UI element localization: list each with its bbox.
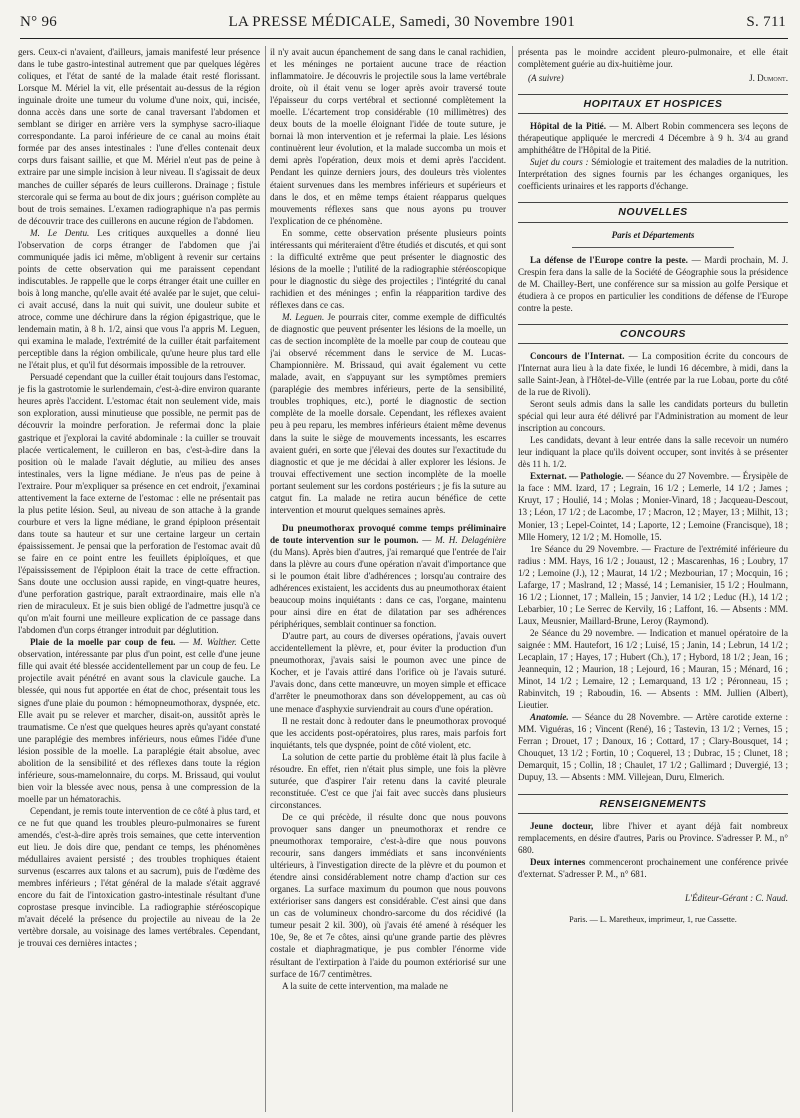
page-header: [20, 14, 786, 34]
speaker: M. Le Dentu.: [30, 227, 90, 238]
paragraph: il n'y avait aucun épanchement de sang dans le canal rachidien, et les méninges ne portaient aucune trace de réaction inflammatoire. Je découvris le projectile sous la lame vertébrale droite, où il était venu se loger après avoir traversé toute l'épaisseur du corps vertébral et sectionné complètement la moelle. L'écartement trop considérable (10 millimètres) des deux bouts de la moelle éloignant l'idée de toute suture, je bornai là mon intervention et je refermai la plaie. Les lésions continuèrent leur évolution, et la malade succomba un mois et demi après l'opération, deux mois et demi après l'accident. Pendant les quinze derniers jours, des douleurs très violentes étaient survenues dans les membres inférieurs et supérieurs et dans le dos, et en même temps étaient réapparus quelques mouvements réflexes sans que nous ayons pu trouver l'explication de ce phénomène.: [270, 47, 506, 226]
paragraph: La solution de cette partie du problème était là plus facile à résoudre. En effet, rien n'était plus simple, une fois la plèvre suturée, que d'aspirer l'air retenu dans la cavité pleurale reconstituée. C'est ce que j'ai fait avec succès dans plusieurs circonstances.: [270, 751, 506, 810]
paragraph: Externat. — Pathologie. — Séance du 27 Novembre. — Érysipèle de la face : MM. Izard, 17 ; Legrain, 16 1/2 ; Lemerle, 14 1/2 ; James ; Kruyt, 17 ; Houlié, 14 ; Molas ; Monier-Vinard, 18 ; Jacqueau-Descout, 13 ; Léon, 17 1/2 ; de Lacombe, 17 ; Macron, 12 ; Mayer, 13 ; Milhit, 13 ; Monier, 13 ; Lepel-Cointet, 14 ; Laporte, 12 ; Lemoine (Francisque), 18 ; Mlle Homery, 12 1/2 ; M. Homolle, 15.: [518, 471, 788, 542]
divider: [572, 247, 734, 248]
paragraph: Jeune docteur, libre l'hiver et ayant déjà fait nombreux remplacements, en désire d'autres, Paris ou Province. S'adresser P. M., n° 680.: [518, 820, 788, 855]
paragraph: En somme, cette observation présente plusieurs points intéressants qui mériteraient d'être étudiés et discutés, et qui sont : la difficulté extrême que peut présenter le diagnostic des lésions de la moelle ; l'utilité de la radiographie stéréoscopique pour le diagnostic du siège des projectiles ; l'intégrité du canal rachidien et des méninges ; enfin la réapparition tardive des réflexes dans ce cas.: [270, 227, 506, 310]
item-heading: Externat. — Pathologie.: [530, 471, 624, 482]
item-heading: Anatomie.: [530, 712, 569, 723]
column-right: [518, 46, 788, 1114]
item-heading: Hôpital de la Pitié.: [530, 121, 606, 132]
author-signature: J. Dumont.: [749, 73, 788, 84]
item-heading: Deux internes: [530, 856, 586, 867]
issue-number: N° 96: [20, 14, 58, 30]
paragraph: M. Le Dentu. Les critiques auxquelles a donné lieu l'observation de corps étranger de l'abdomen que j'ai communiquée jadis ici même, m'obligent à revenir sur certains points de cette observation qui me paraissent cependant indiscutables. Je rappelle que le corps étranger était une cuiller en bois à long manche, qu'elle avait été avalée par le sujet, que celui-ci avait accusé, dans la nuit qui suivit, une douleur subite et atroce, comme une déchirure dans la région épigastrique, que le lendemain matin, à 8 h. 1/2, ainsi que vous l'a appris M. Leguen, qui examina le malade, l'extrémité de la cuiller était parfaitement perceptible dans la région ombilicale, qu'une heure plus tard elle ne l'était plus, et qu'il fut désormais impossible de la retrouver.: [18, 227, 260, 371]
paragraph: 2e Séance du 29 novembre. — Indication et manuel opératoire de la saignée : MM. Hautefort, 16 1/2 ; Luisé, 15 ; Janin, 14 ; Lebrun, 14 1/2 ; Lecaplain, 17 ; Hayes, 17 ; Hubert (Ch.), 17 ; Hybord, 18 1/2 ; Jean, 16 ; Jeannequin, 12 ; Maurion, 18 ; Lejourd, 16 ; Mauran, 15 ; Ménard, 16 ; Minot, 14 1/2 ; Lemaire, 12 ; Lemarquand, 13 1/2 ; Péronneau, 15 ; Rabinvitch, 19 ; Raboudin, 16. — Absents : MM. Jullien (Albert), Lieutier.: [518, 627, 788, 711]
continued-note: (A suivre): [528, 73, 564, 84]
section-title-renseignements: RENSEIGNEMENTS: [518, 794, 788, 814]
paragraph: Cependant, je remis toute intervention de ce côté à plus tard, et ce ne fut que quand les troubles pleuro-pulmonaires se furent amendés, c'est-à-dire après trois semaines, que cette intervention eut lieu. Je dois dire que, pendant ce temps, les phénomènes médullaires avaient persisté ; des troubles trophiques étaient survenus (escarres aux talons et au sacrum), puis de l'œdème des membres inférieurs ; l'état général de la malade s'était aggravé encore du fait de l'intoxication gastro-intestinale résultant d'une coprostase presque invincible. La radiographie stéréoscopique m'avait décelé la présence du projectile au niveau de la 2e vertèbre dorsale, au voisinage des lames vertébrales. Cependant, je trouvai ces dernières intactes ;: [18, 805, 260, 949]
journal-title: LA PRESSE MÉDICALE, Samedi, 30 Novembre 1901: [228, 14, 576, 30]
paragraph: Deux internes commenceront prochainement une conférence privée d'externat. S'adresser P. M., n° 681.: [518, 856, 788, 879]
paragraph: Du pneumothorax provoqué comme temps préliminaire de toute intervention sur le poumon. — M. H. Delagénière (du Mans). Après bien d'autres, j'ai remarqué que l'entrée de l'air dans la plèvre au cours d'une opération n'avait d'importance que si le poumon était libre d'adhérences ; lorsqu'au contraire des adhérences existaient, les accidents dus au pneumothorax étaient beaucoup moins inquiétants : dans ce cas, l'organe, maintenu pour ainsi dire en état de dilatation par ses adhérences périphériques, semblait continuer sa fonction.: [270, 522, 506, 630]
paragraph: A la suite de cette intervention, ma malade ne: [282, 980, 448, 991]
paragraph: Concours de l'Internat. — La composition écrite du concours de l'Internat aura lieu à la date fixée, le lundi 16 décembre, à midi, dans la salle Saint-Jean, à l'Hôtel-de-Ville (entrée par la rue Lobau, porte du côté de la rue de Rivoli).: [518, 350, 788, 397]
article-heading: Plaie de la moelle par coup de feu.: [30, 637, 176, 648]
paragraph: Les candidats, devant à leur entrée dans la salle recevoir un numéro leur indiquant la place qu'ils doivent occuper, sont invités à se présenter dès 11 h. 1/2.: [518, 435, 788, 470]
paragraph: 1re Séance du 29 Novembre. — Fracture de l'extrémité inférieure du radius : MM. Hays, 16 1/2 ; Jouaust, 12 ; Mascarenhas, 16 ; Loubry, 17 1/2 ; Lemoine (J.), 12 ; Maurat, 14 1/2 ; Mezbourian, 17 ; Mocquin, 16 ; Lafarge, 17 ; Maslrand, 12 ; Massé, 14 ; Lemanisier, 15 1/2 ; Houlmann, 16 1/2 ; Lionnet, 17 ; Mallein, 15 ; Janvier, 14 1/2 ; Leduc (H.), 14 1/2 ; Lebarbier, 10 ; Le Serrec de Kervily, 16 ; Laffont, 16. — Absents : MM. Laux, Meusnier, Maillard-Brune, Leroy (Raymond).: [518, 543, 788, 626]
speaker: M. Leguen.: [282, 312, 325, 323]
item-heading: Jeune docteur,: [530, 820, 594, 831]
page-number: S. 711: [746, 14, 786, 30]
paragraph: M. Leguen. Je pourrais citer, comme exemple de difficultés de diagnostic que peuvent présenter les lésions de la moelle, un cas de section incomplète de la moelle par coup de couteau que j'ai observé récemment dans le service de M. Lucas-Championnière. M. Brissaud, qui avait également vu cette malade, avait, en s'appuyant sur les symptômes premiers (paraplégie des membres inférieurs, perte de la sensibilité, troubles trophiques, etc.), porté le diagnostic de section complète de la moelle dorsale. Cependant, les réflexes avaient peu à peu reparu, les membres inférieurs étaient même devenus dans la suite le siège de mouvements incessants, les escarres avaient guéri, en sorte que j'élevai des doutes sur l'exactitude du diagnostic et que je me décidai à aller explorer les lésions. Je trouvai effectivement une section incomplète de la moelle portant seulement sur les cordons postérieurs ; je fis la suture au catgut fin. La malade ne retira aucun bénéfice de cette intervention et mourut quelques semaines après.: [270, 312, 506, 515]
paragraph: Il ne restait donc à redouter dans le pneumothorax provoqué que les accidents post-opératoires, plus rares, mais parfois fort inquiétants, tels que dyspnée, point de côté violent, etc.: [270, 715, 506, 750]
printer-line: Paris. — L. Maretheux, imprimeur, 1, rue Cassette.: [569, 914, 737, 924]
speaker: M. H. Delagénière: [435, 534, 506, 545]
paragraph: Seront seuls admis dans la salle les candidats porteurs du bulletin spécial qui leur aura été délivré par l'Administration au moment de leur inscription au concours.: [518, 399, 788, 434]
item-heading: Sujet du cours :: [530, 157, 589, 168]
article-heading: Du pneumothorax provoqué comme temps préliminaire de toute intervention sur le poumon.: [270, 522, 506, 545]
editor-signature: L'Éditeur-Gérant : C. Naud.: [684, 892, 788, 903]
paragraph: présenta pas le moindre accident pleuro-pulmonaire, et elle était complètement guérie au dix-huitième jour.: [518, 47, 788, 70]
paragraph: Persuadé cependant que la cuiller était toujours dans l'estomac, je fis la gastrotomie le surlendemain, c'est-à-dire environ quarante heures après l'accident. L'estomac était non seulement vide, mais son exploration, aussi minutieuse que possible, ne permit pas de découvrir la moindre perforation. Je refermai donc la plaie gastrique et j'explorai la cavité abdominale : la cuiller se trouvait placée verticalement, le cuilleron en bas, c'est-à-dire dans la position où le malade l'avait déglutie, au milieu des anses intestinales, vers la ligne médiane. Je n'eus pas de peine à l'extraire. Pour m'expliquer sa présence en cet endroit, j'examinai attentivement la face externe de l'estomac : elle ne présentait pas la plus petite lésion. Seul, au niveau de son attache à la grande courbure et vers la ligne médiane, le grand épiploon présentait dans toute sa hauteur et sur une certaine largeur un certain épaississement. Je pensai que la perforation de l'estomac avait dû se faire en ce point entre les feuillets épiploïques, et que l'épaississement de l'épiploon était la trace de cette effraction. Sans doute une occlusion aussi rapide, en vingt-quatre heures, d'une perforation gastrique, paraît extraordinaire, mais elle n'a rien de miraculeux. Et je suis bien obligé de l'admettre jusqu'à ce qu'on m'ait fourni une meilleure explication de ce passage dans l'abdomen d'un corps étranger introduit par déglutition.: [18, 372, 260, 636]
article-signature: [528, 72, 788, 84]
paragraph: Hôpital de la Pitié. — M. Albert Robin commencera ses leçons de thérapeutique appliquée le mercredi 4 Décembre à 9 h. 3/4 au grand amphithéâtre de l'Hôpital de la Pitié.: [518, 121, 788, 156]
paragraph: Anatomie. — Séance du 28 Novembre. — Artère carotide externe : MM. Viguéras, 16 ; Vincent (René), 16 ; Tastevin, 13 1/2 ; Vernes, 15 ; Ferran ; Drouet, 17 ; Danoux, 16 ; Cottard, 17 ; Clary-Bousquet, 14 ; Chouquet, 13 1/2 ; Fortin, 10 ; Coquerel, 13 ; Dubrac, 15 ; Clunet, 18 ; Demarquit, 15 ; Collin, 18 ; Chaulet, 17 1/2 ; Gallimard ; Duvergié, 13 ; Dupuy, 13. — Absents : MM. Villejean, Duru, Elmerich.: [518, 712, 788, 783]
paragraph: D'autre part, au cours de diverses opérations, j'avais ouvert accidentellement la plèvre, et, pour éviter la production d'un pneumothorax, j'avais saisi le poumon avec une pince de Kocher, et je l'avais attiré dans l'orifice où je l'avais suturé. J'avais donc, dans cette manœuvre, un moyen simple et efficace d'arrêter le pneumothorax dans son développement, au cas où une menace d'asphyxie surviendrait au cours d'une opération.: [270, 631, 506, 714]
section-title-hopitaux: HOPITAUX ET HOSPICES: [518, 94, 788, 114]
section-title-concours: CONCOURS: [518, 324, 788, 344]
header-rule: [20, 38, 788, 39]
column-divider: [265, 46, 266, 1112]
column-left: [18, 46, 260, 1114]
paragraph: De ce qui précède, il résulte donc que nous pouvons provoquer sans danger un pneumothorax et rendre ce pneumothorax temporaire, c'est-à-dire que nous pouvons recourir, sans dangers immédiats et sans inconvénients ultérieurs, à l'investigation directe de la plèvre et du poumon et étendre ainsi considérablement notre champ d'action sur ces organes. La surface maximum du poumon que nous pouvons extérioriser sans dangers est considérable. C'est ainsi que dans un cas de volumineux chondro-sarcome du dos récidivé (la tumeur pesait 2 kil. 300), où j'avais été amené à réséquer les 10e, 9e, 8e et 7e côtes, ainsi qu'une grande partie des plèvres costale et diaphragmatique, je pus combler l'énorme vide résultant de l'extirpation à l'aide du poumon extériorisé sur une surface de 16/7 centimètres.: [270, 811, 506, 979]
column-middle: [270, 46, 506, 1114]
paragraph: Sujet du cours : Sémiologie et traitement des maladies de la nutrition. Interprétation des signes fournis par les échanges organiques, les coefficients urinaires et les rapports d'échange.: [518, 157, 788, 192]
item-heading: La défense de l'Europe contre la peste.: [530, 254, 688, 265]
subsection-title: Paris et Départements: [611, 229, 695, 240]
speaker: M. Walther.: [192, 637, 237, 648]
paragraph: La défense de l'Europe contre la peste. — Mardi prochain, M. J. Crespin fera dans la salle de la Société de Géographie sous la présidence de M. Chailley-Bert, une conférence sur sa mission au golfe Persique et étudiera à ce propos en particulier les conditions de défense de l'Europe contre la peste.: [518, 254, 788, 313]
paragraph: Plaie de la moelle par coup de feu. — M. Walther. Cette observation, intéressante par plus d'un point, est celle d'une jeune fille qui avait été blessée accidentellement par un coup de feu. Le projectile avait pénétré en avant sous la clavicule gauche. La blessée, qui nous fut apportée en état de choc, présentait tous les signes d'une plaie du poumon : hémopneumothorax, dyspnée, etc. Elle avait pu se relever et marcher, disait-on, aussitôt après le traumatisme. Ce n'est que quelques heures après qu'ayant constaté une paraplégie des membres inférieurs, nous eûmes l'idée d'une lésion possible de la moelle. La paraplégie était absolue, avec abolition de la sensibilité et des réflexes dans toute la région inférieure, sous-mamelonnaire, du corps. M. Brissaud, qui voulut bien voir la blessée avec nous, pensa à une compression de la moelle par un hématorachis.: [18, 637, 260, 804]
section-title-nouvelles: NOUVELLES: [518, 202, 788, 222]
column-divider: [512, 46, 513, 1112]
item-heading: Concours de l'Internat.: [530, 350, 625, 361]
paragraph: gers. Ceux-ci n'avaient, d'ailleurs, jamais manifesté leur présence dans le tube gastro-intestinal autrement que par quelques légères coliques, et l'état de santé de la malade était resté florissant. Lorsque M. Mériel la vit, elle présentait au-dessus de la région inguinale droite une tumeur du volume d'une noix, qui, incisée, donna accès dans une sorte de canal traversant l'abdomen et semblant se diriger en arrière vers la symphyse sacro-iliaque correspondante. La paroi inférieure de ce canal au moins était formée par des anses intestinales : l'une d'elles contenait deux corps durs faisant saillie, et que M. Mériel n'eut pas de peine à extraire par une simple incision à leur niveau. Il s'agissait de deux manches de cuiller séparés de leurs cuillerons. Drainage ; fistule stercorale qui se ferma au bout de dix jours ; guérison complète au bout de trois semaines. L'examen radiographique n'a pas permis de découvrir trace des cuillerons en aucune région de l'abdomen.: [18, 47, 260, 226]
